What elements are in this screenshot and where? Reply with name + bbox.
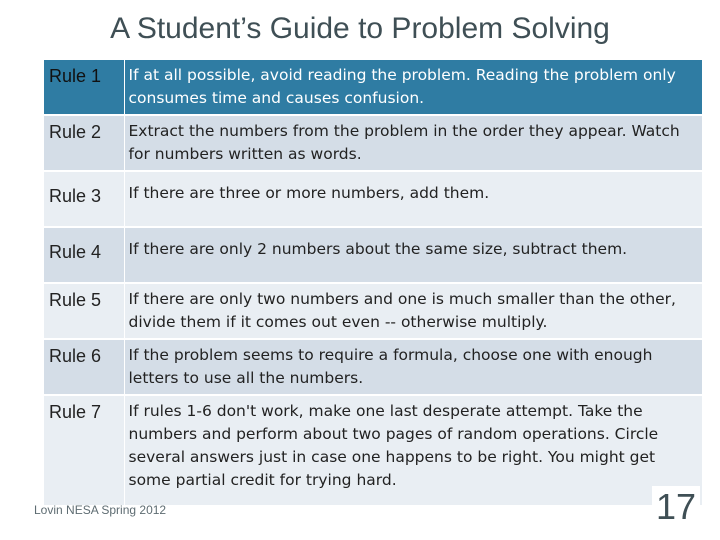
rule-text: Extract the numbers from the problem in the order they appear. Watch for numbers written as words. bbox=[124, 115, 702, 171]
table-row bbox=[44, 227, 702, 283]
slide-title: A Student’s Guide to Problem Solving bbox=[110, 12, 610, 45]
rule-text: If there are only two numbers and one is much smaller than the other, divide them if it comes out even -- otherwise multiply. bbox=[124, 283, 702, 339]
table-row bbox=[44, 283, 702, 339]
table-row bbox=[44, 339, 702, 395]
slide-number: 17 bbox=[652, 486, 700, 528]
rule-text: If there are three or more numbers, add them. bbox=[124, 171, 702, 227]
rule-label: Rule 1 bbox=[44, 59, 124, 115]
rule-label: Rule 3 bbox=[44, 171, 124, 227]
table-row bbox=[44, 395, 702, 505]
rule-label: Rule 6 bbox=[44, 339, 124, 395]
footer-credit: Lovin NESA Spring 2012 bbox=[34, 503, 167, 517]
rule-text: If at all possible, avoid reading the problem. Reading the problem only consumes time and causes confusion. bbox=[124, 59, 702, 115]
rule-label: Rule 7 bbox=[44, 395, 124, 505]
rule-label: Rule 5 bbox=[44, 283, 124, 339]
rules-table bbox=[44, 58, 702, 505]
table-row bbox=[44, 115, 702, 171]
rule-text: If rules 1-6 don't work, make one last desperate attempt. Take the numbers and perform about two pages of random operations. Circle several answers just in case one happens to be right. You might get some partial credit for trying hard. bbox=[124, 395, 702, 505]
table-row bbox=[44, 59, 702, 115]
rule-text: If there are only 2 numbers about the same size, subtract them. bbox=[124, 227, 702, 283]
table-row bbox=[44, 171, 702, 227]
rule-text: If the problem seems to require a formula, choose one with enough letters to use all the numbers. bbox=[124, 339, 702, 395]
rule-label: Rule 2 bbox=[44, 115, 124, 171]
rule-label: Rule 4 bbox=[44, 227, 124, 283]
